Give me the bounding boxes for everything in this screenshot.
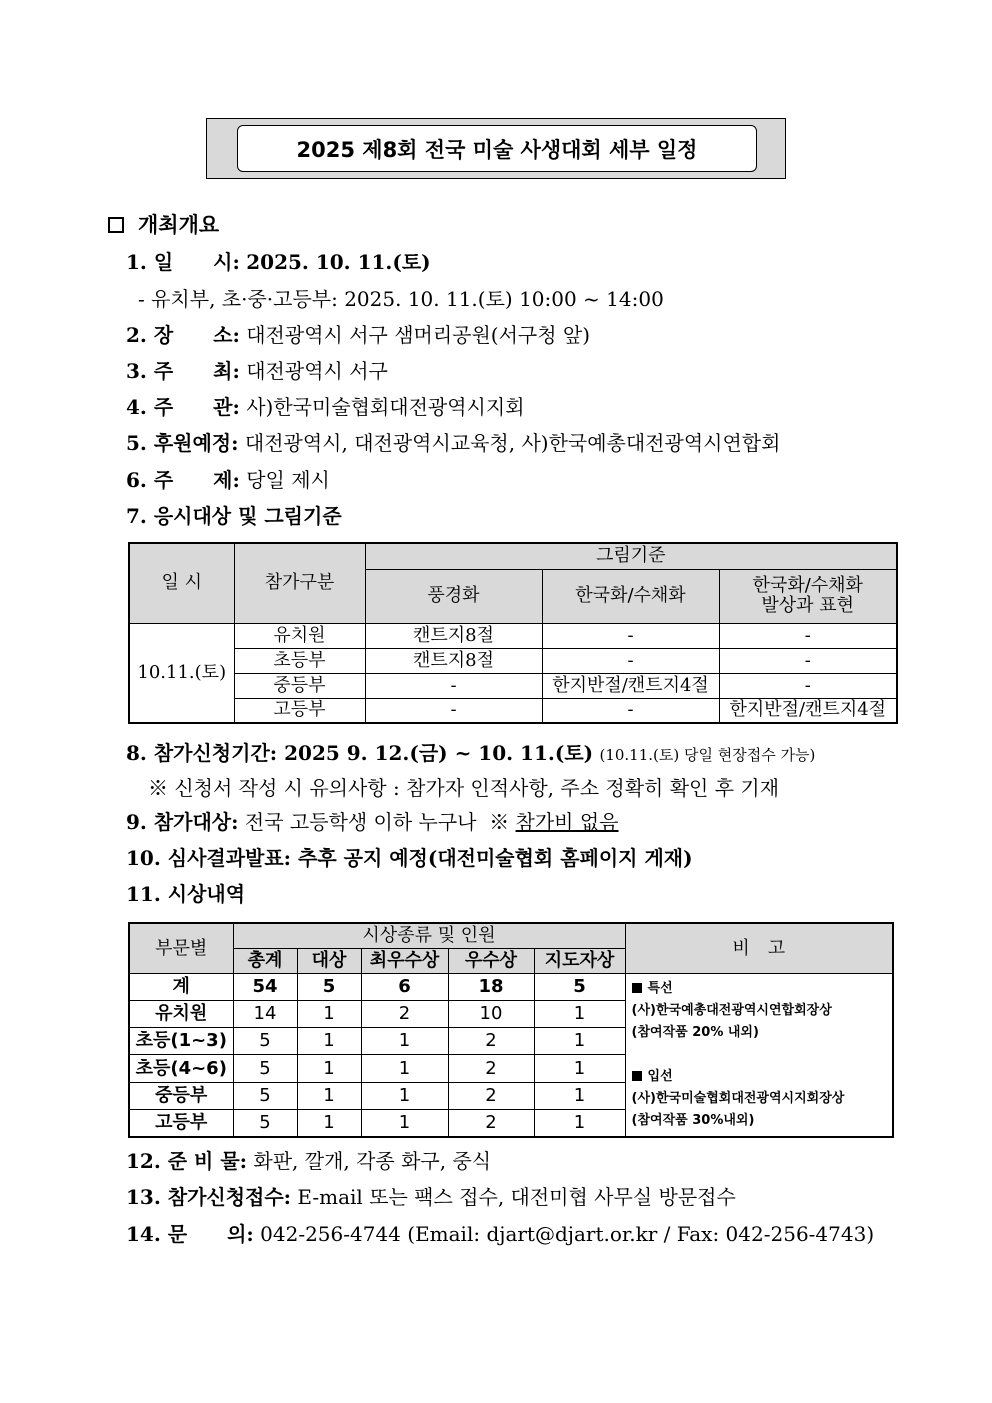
- item-value: 전국 고등학생 이하 누구나: [244, 810, 477, 834]
- division-cell: 고등부: [234, 698, 365, 723]
- division-cell: 유치원: [129, 1001, 233, 1028]
- item-label: 14. 문 의:: [126, 1222, 254, 1246]
- note-heading: 특선: [647, 981, 673, 996]
- item-8: [126, 740, 815, 768]
- item-label: 6. 주 제:: [126, 468, 240, 492]
- header-expression: [719, 569, 897, 623]
- item-13: [126, 1184, 736, 1210]
- square-bullet-icon: [632, 1071, 642, 1081]
- table-cell: 캔트지8절: [365, 648, 542, 673]
- table-cell: 캔트지8절: [365, 623, 542, 648]
- item-1-sub: [138, 286, 664, 312]
- header-korean-watercolor: 한국화/수채화: [542, 569, 719, 623]
- table-cell: 1: [534, 1028, 625, 1055]
- table-row: [129, 673, 897, 698]
- item-7: [126, 503, 342, 529]
- item-label: 5. 후원예정:: [126, 431, 239, 455]
- table-cell: 한지반절/캔트지4절: [719, 698, 897, 723]
- table-cell: 1: [297, 1055, 361, 1082]
- table-cell: 2: [448, 1082, 534, 1109]
- table-cell: 18: [448, 974, 534, 1001]
- item-value: 대전광역시 서구 샘머리공원(서구청 앞): [246, 323, 591, 347]
- header-grand-prize: 대상: [297, 949, 361, 974]
- header-excellence: 최우수상: [361, 949, 448, 974]
- item-value: 화판, 깔개, 각종 화구, 중식: [253, 1149, 492, 1173]
- item-10: [126, 845, 693, 871]
- item-label: 9. 참가대상:: [126, 810, 239, 834]
- table-cell: 1: [534, 1109, 625, 1137]
- header-award-group: 시상종류 및 인원: [233, 923, 625, 949]
- note-line: (사)한국예총대전광역시연합회장상: [631, 1003, 832, 1018]
- item-label: 4. 주 관:: [126, 395, 240, 419]
- table-cell: -: [719, 648, 897, 673]
- table-cell: -: [365, 673, 542, 698]
- note-heading: 입선: [647, 1069, 673, 1084]
- division-cell: 중등부: [129, 1082, 233, 1109]
- title-box: [206, 118, 786, 179]
- header-date: 일 시: [129, 543, 234, 623]
- division-cell: 중등부: [234, 673, 365, 698]
- table-cell: 1: [297, 1109, 361, 1137]
- table-cell: 10: [448, 1001, 534, 1028]
- table-cell: 1: [297, 1028, 361, 1055]
- item-label: 7. 응시대상 및 그림기준: [126, 504, 342, 528]
- table-cell: 54: [233, 974, 297, 1001]
- item-11: [126, 881, 245, 907]
- table-cell: -: [542, 623, 719, 648]
- table-cell: 1: [361, 1028, 448, 1055]
- item-6: [126, 467, 330, 493]
- item-label: 11. 시상내역: [126, 882, 246, 906]
- free-entry-text: 참가비 없음: [515, 810, 619, 834]
- item-2: [126, 322, 590, 348]
- table-cell: 5: [534, 974, 625, 1001]
- table-cell: 1: [534, 1001, 625, 1028]
- item-12: [126, 1148, 491, 1174]
- item-5: [126, 430, 780, 456]
- item-value: 대전광역시 서구: [246, 359, 388, 383]
- table-row: [129, 623, 897, 648]
- award-note: [625, 974, 893, 1138]
- table-cell: -: [542, 648, 719, 673]
- division-cell: 고등부: [129, 1109, 233, 1137]
- table-cell: -: [542, 698, 719, 723]
- table-cell: 6: [361, 974, 448, 1001]
- header-teacher: 지도자상: [534, 949, 625, 974]
- division-cell: 초등(4~6): [129, 1055, 233, 1082]
- item-note-small: (10.11.(토) 당일 현장접수 가능): [599, 746, 816, 764]
- item-3: [126, 358, 388, 384]
- note-mark: ※: [489, 810, 510, 834]
- item-value: E-mail 또는 팩스 접수, 대전미협 사무실 방문접수: [297, 1185, 736, 1209]
- table-cell: 14: [233, 1001, 297, 1028]
- table-cell: 한지반절/캔트지4절: [542, 673, 719, 698]
- table-cell: -: [719, 623, 897, 648]
- header-division: 참가구분: [234, 543, 365, 623]
- item-9: [126, 809, 619, 835]
- table-cell: -: [365, 698, 542, 723]
- note-line: (참여작품 30%내외): [631, 1113, 755, 1128]
- page-title: 2025 제8회 전국 미술 사생대회 세부 일정: [237, 125, 757, 172]
- item-value: 사)한국미술협회대전광역시지회: [246, 395, 525, 419]
- table-row: [129, 698, 897, 723]
- item-4: [126, 394, 525, 420]
- header-landscape: 풍경화: [365, 569, 542, 623]
- date-cell: 10.11.(토): [129, 623, 234, 723]
- table-cell: 1: [361, 1055, 448, 1082]
- table-cell: 5: [233, 1028, 297, 1055]
- table-cell: 5: [233, 1055, 297, 1082]
- item-note: ※ 신청서 작성 시 유의사항 : 참가자 인적사항, 주소 정확히 확인 후 기재: [148, 776, 780, 800]
- note-line: (사)한국미술협회대전광역시지회장상: [631, 1091, 845, 1106]
- table-cell: 2: [448, 1028, 534, 1055]
- header-line: 발상과 표현: [761, 595, 855, 616]
- section-title: 개최개요: [138, 212, 220, 237]
- division-cell: 초등(1~3): [129, 1028, 233, 1055]
- header-total: 총계: [233, 949, 297, 974]
- table-row: [129, 648, 897, 673]
- table-cell: 1: [534, 1055, 625, 1082]
- item-value: 2025. 10. 11.(토): [246, 250, 431, 274]
- table-cell: 2: [361, 1001, 448, 1028]
- table-cell: 1: [297, 1001, 361, 1028]
- item-1: [126, 249, 431, 275]
- division-cell: 유치원: [234, 623, 365, 648]
- item-value: - 유치부, 초·중·고등부: 2025. 10. 11.(토) 10:00 ~ 14:00: [138, 287, 664, 311]
- note-line: (참여작품 20% 내외): [631, 1025, 759, 1040]
- header-standard: 그림기준: [365, 543, 897, 569]
- header-merit: 우수상: [448, 949, 534, 974]
- table-cell: 2: [448, 1109, 534, 1137]
- table-cell: 5: [233, 1082, 297, 1109]
- item-label: 8. 참가신청기간: 2025 9. 12.(금) ~ 10. 11.(토): [126, 741, 594, 765]
- division-cell: 초등부: [234, 648, 365, 673]
- table-cell: 1: [361, 1109, 448, 1137]
- item-value: 042-256-4744 (Email: djart@djart.or.kr / Fax: 042-256-4743): [260, 1222, 875, 1246]
- division-cell: 계: [129, 974, 233, 1001]
- item-label: 3. 주 최:: [126, 359, 240, 383]
- item-label: 10. 심사결과발표: 추후 공지 예정(대전미술협회 홈페이지 게재): [126, 846, 693, 870]
- item-label: 13. 참가신청접수:: [126, 1185, 292, 1209]
- header-division: 부문별: [129, 923, 233, 974]
- header-note: 비 고: [625, 923, 893, 974]
- square-bullet-icon: [108, 217, 124, 233]
- table-cell: 1: [297, 1082, 361, 1109]
- table-row-total: [129, 974, 893, 1001]
- item-label: 1. 일 시:: [126, 250, 240, 274]
- item-value: 대전광역시, 대전광역시교육청, 사)한국예총대전광역시연합회: [244, 431, 781, 455]
- table-cell: 5: [297, 974, 361, 1001]
- item-label: 12. 준 비 물:: [126, 1149, 248, 1173]
- square-bullet-icon: [632, 983, 642, 993]
- item-14: [126, 1221, 874, 1247]
- table-cell: 2: [448, 1055, 534, 1082]
- awards-table: [128, 922, 894, 1138]
- table-cell: 1: [361, 1082, 448, 1109]
- table-cell: 5: [233, 1109, 297, 1137]
- item-value: 당일 제시: [246, 468, 330, 492]
- item-label: 2. 장 소:: [126, 323, 240, 347]
- section-heading: [108, 212, 219, 238]
- table-cell: -: [719, 673, 897, 698]
- drawing-standard-table: [128, 542, 898, 724]
- item-8-note: [148, 775, 779, 801]
- table-cell: 1: [534, 1082, 625, 1109]
- header-line: 한국화/수채화: [752, 575, 863, 596]
